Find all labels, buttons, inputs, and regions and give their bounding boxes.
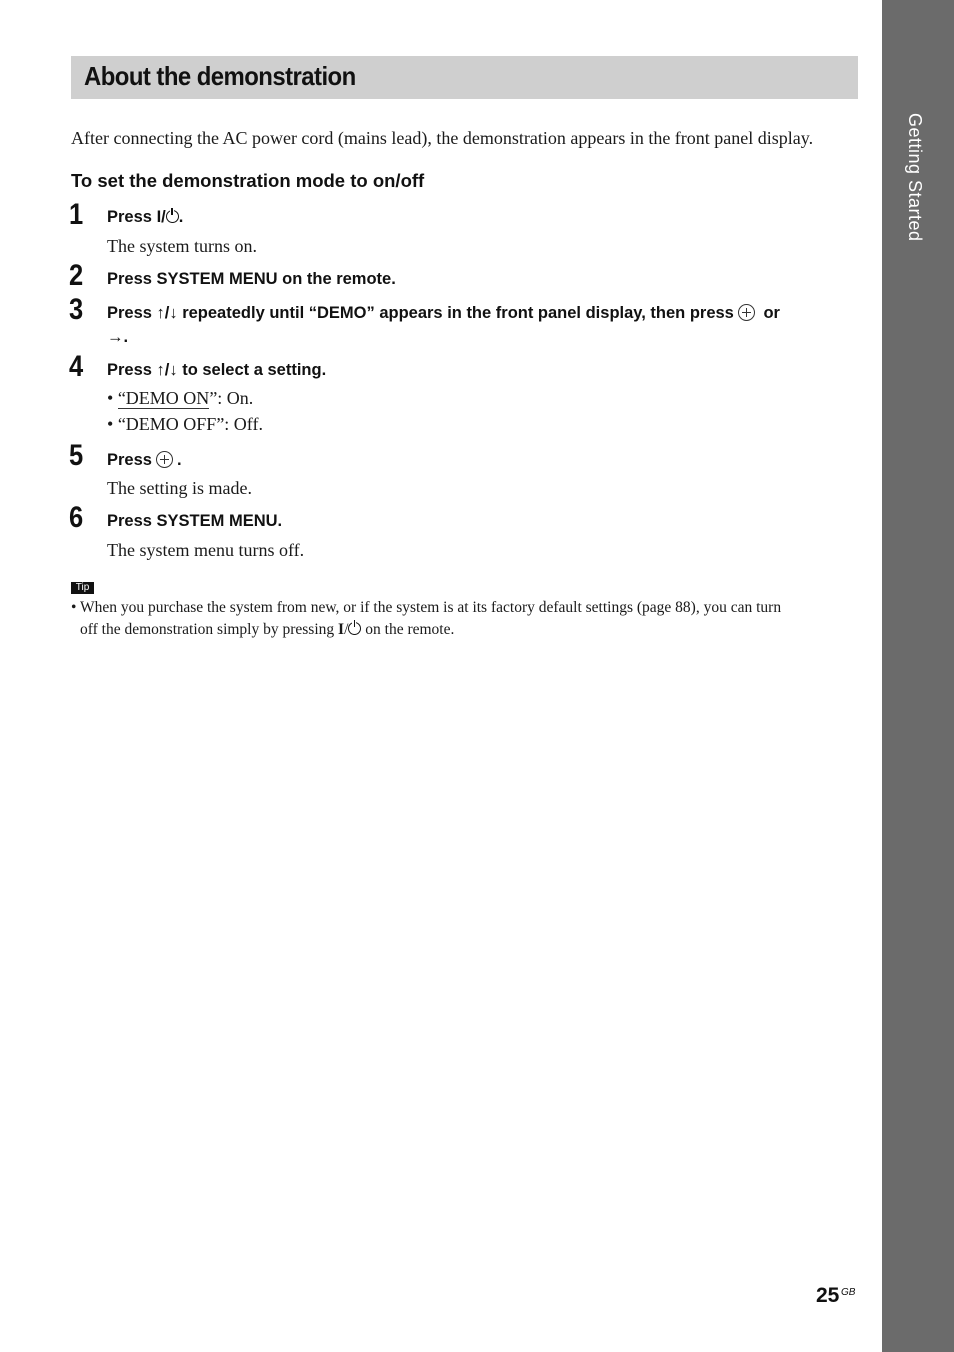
step-text: .	[178, 208, 184, 226]
step-text: or	[763, 304, 780, 322]
tip-badge: Tip	[71, 582, 94, 594]
step-instruction	[107, 449, 182, 471]
power-bar-glyph: I	[156, 208, 162, 226]
option-text: “DEMO OFF”: Off.	[117, 414, 263, 434]
option-item	[107, 387, 253, 409]
procedure-heading: To set the demonstration mode to on/off	[71, 170, 425, 191]
power-icon	[166, 210, 179, 223]
bullet-glyph: •	[107, 414, 114, 434]
section-title: About the demonstration	[84, 61, 356, 91]
page-region-suffix: GB	[841, 1287, 856, 1298]
power-icon	[348, 622, 361, 635]
step-result: The setting is made.	[107, 478, 252, 498]
option-value: ”: On.	[209, 388, 254, 408]
step-number: 5	[69, 439, 84, 472]
step-number: 1	[69, 198, 84, 231]
power-slash-glyph: /	[344, 621, 349, 638]
enter-button-icon	[156, 451, 173, 468]
tip-text-part: on the remote.	[365, 621, 455, 638]
step-instruction-cont: →.	[107, 328, 129, 346]
step-instruction: Press SYSTEM MENU.	[107, 512, 283, 530]
step-text: Press ↑/↓ repeatedly until “DEMO” appears in the front panel display, then press	[107, 304, 734, 322]
option-item	[107, 413, 263, 435]
step-number: 4	[69, 350, 84, 383]
tip-text-part: off the demonstration simply by pressing	[80, 621, 335, 638]
step-number: 6	[69, 501, 84, 534]
step-text: .	[176, 451, 182, 469]
section-title-bar	[71, 56, 858, 99]
step-result: The system turns on.	[107, 236, 257, 256]
step-result: The system menu turns off.	[107, 540, 305, 560]
intro-paragraph: After connecting the AC power cord (mains lead), the demonstration appears in the front panel display.	[71, 128, 814, 148]
option-name: “DEMO ON	[117, 388, 210, 408]
step-text: Press	[107, 208, 152, 226]
step-instruction	[107, 206, 183, 228]
step-instruction: Press SYSTEM MENU on the remote.	[107, 270, 396, 288]
step-instruction	[107, 302, 780, 324]
step-instruction: Press ↑/↓ to select a setting.	[107, 361, 327, 379]
power-bar-glyph: I	[338, 621, 345, 638]
enter-button-icon	[738, 304, 755, 321]
tip-line: • When you purchase the system from new, or if the system is at its factory default settings (page 88), you can turn	[71, 599, 782, 616]
step-number: 2	[69, 259, 84, 292]
tip-line	[71, 619, 861, 641]
step-number: 3	[69, 293, 84, 326]
tip-text	[71, 597, 861, 641]
step-text: Press	[107, 451, 152, 469]
side-tab-label: Getting Started	[905, 113, 925, 242]
bullet-glyph: •	[107, 388, 114, 408]
page-number: 25	[816, 1284, 840, 1307]
power-slash-glyph: /	[161, 208, 166, 226]
